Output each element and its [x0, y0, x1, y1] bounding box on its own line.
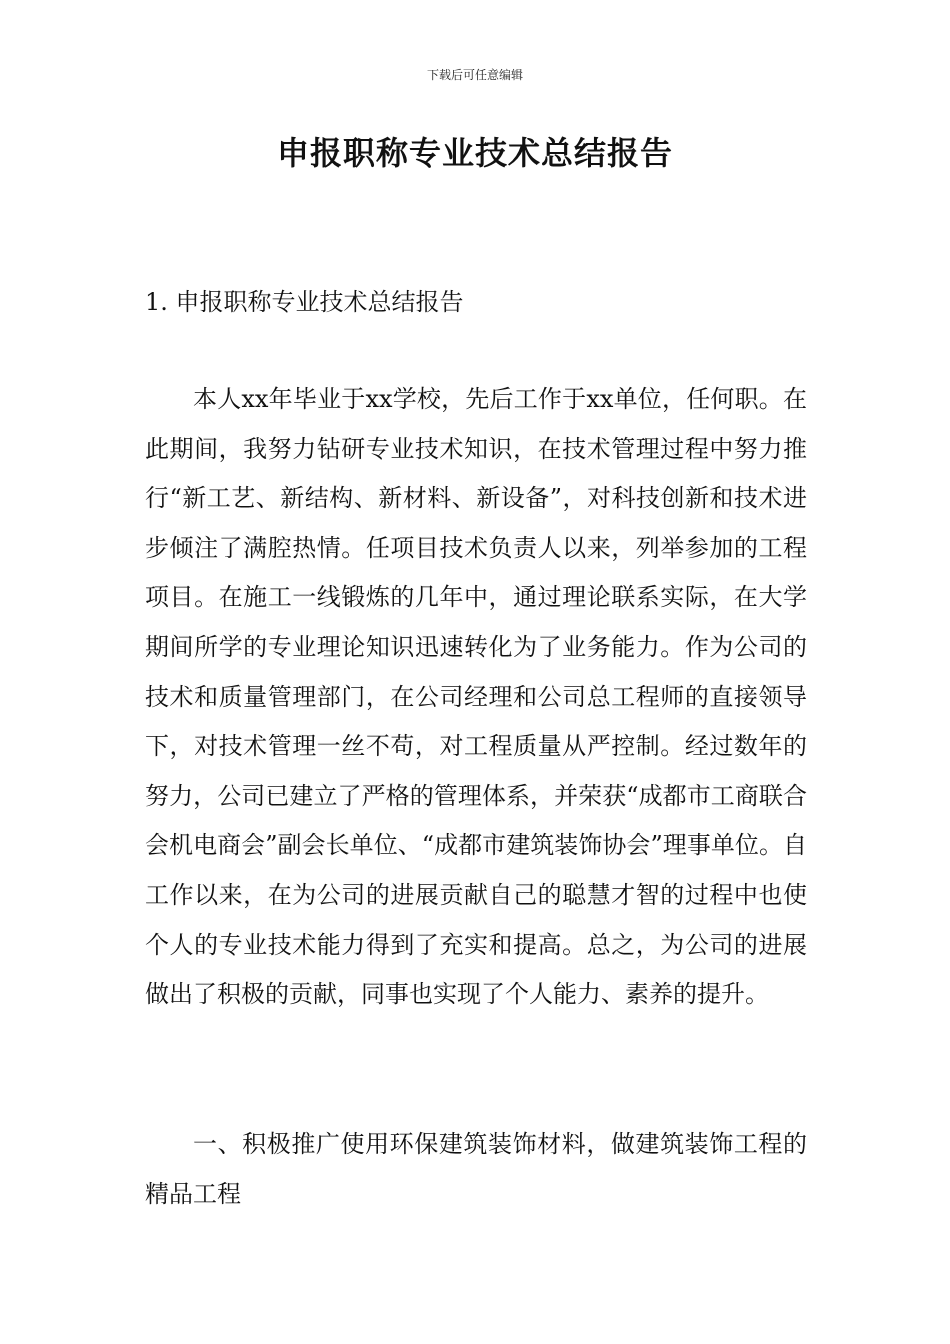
section-heading: 1. 申报职称专业技术总结报告 [145, 288, 464, 316]
header-note: 下载后可任意编辑 [426, 68, 523, 82]
document-title: 申报职称专业技术总结报告 [276, 134, 673, 172]
body-paragraph-1: 本人xx年毕业于xx学校，先后工作于xx单位，任何职。在此期间，我努力钻研专业技术知识，在技术管理过程中努力推行“新工艺、新结构、新材料、新设备”，对科技创新和技术进步倾注了满腔热情。任项目技术负责人以来，列举参加的工程项目。在施工一线锻炼的几年中，通过理论联系实际，在大学期间所学的专业理论知识迅速转化为了业务能力。作为公司的技术和质量管理部门，在公司经理和公司总工程师的直接领导下，对技术管理一丝不苟，对工程质量从严控制。经过数年的努力，公司已建立了严格的管理体系，并荣获“成都市工商联合会机电商会”副会长单位、“成都市建筑装饰协会”理事单位。自工作以来，在为公司的进展贡献自己的聪慧才智的过程中也使个人的专业技术能力得到了充实和提高。总之，为公司的进展做出了积极的贡献，同事也实现了个人能力、素养的提升。 [145, 385, 807, 1009]
body-paragraph-2: 一、积极推广使用环保建筑装饰材料，做建筑装饰工程的精品工程 [145, 1130, 807, 1208]
